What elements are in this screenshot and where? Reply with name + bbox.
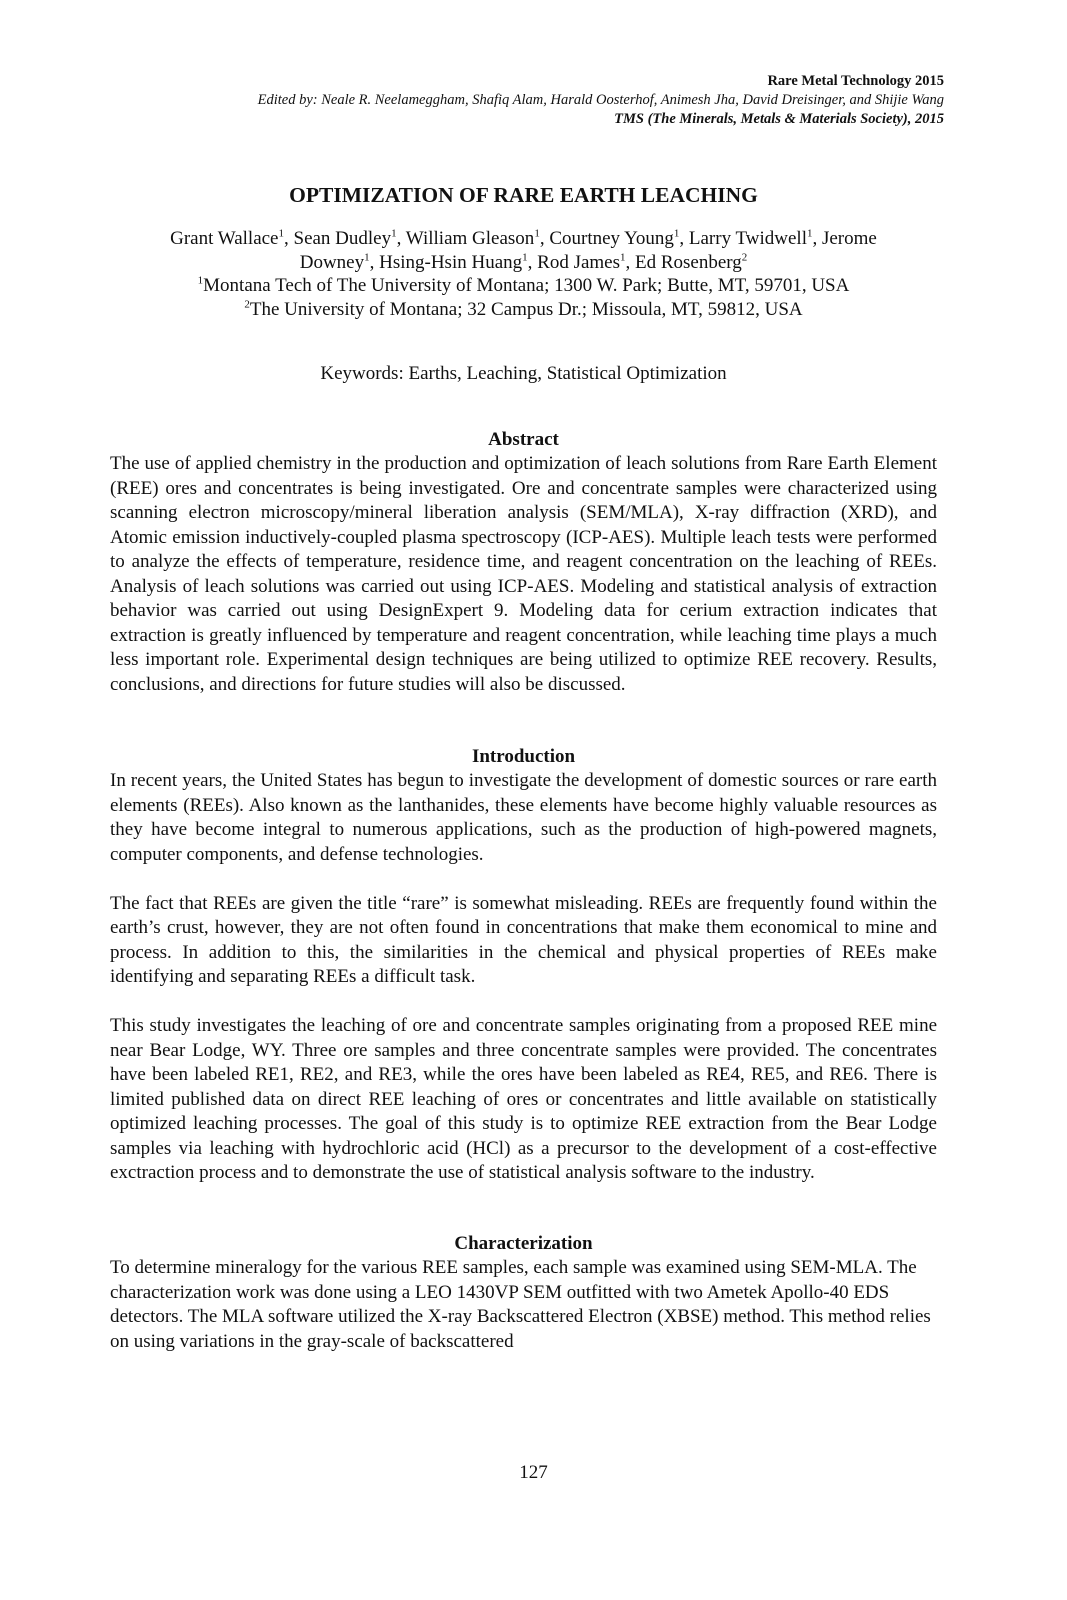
affiliation-line bbox=[110, 274, 937, 298]
author-name: William Gleason bbox=[405, 228, 535, 249]
paper-title: OPTIMIZATION OF RARE EARTH LEACHING bbox=[289, 183, 758, 207]
author-affiliation-mark: 2 bbox=[741, 251, 748, 264]
characterization-section bbox=[110, 1232, 937, 1354]
author-affiliation-mark: 1 bbox=[620, 251, 626, 264]
affiliation-text: The University of Montana; 32 Campus Dr.; Missoula, MT, 59812, USA bbox=[249, 298, 803, 320]
book-publisher: TMS (The Minerals, Metals & Materials Society), 2015 bbox=[614, 111, 944, 127]
abstract-section bbox=[110, 428, 937, 697]
author-affiliation-mark: 1 bbox=[522, 251, 528, 264]
author-name: Larry Twidwell bbox=[688, 228, 807, 249]
section-heading: Abstract bbox=[488, 429, 559, 450]
page-number: 127 bbox=[519, 1462, 548, 1483]
author-name: Jerome Downey bbox=[299, 228, 877, 273]
section-heading: Characterization bbox=[454, 1233, 593, 1254]
keywords: Keywords: Earths, Leaching, Statistical Optimization bbox=[320, 363, 727, 384]
abstract-text: The use of applied chemistry in the production and optimization of leach solutions from Rare Earth Element (REE) ores and concentrates is being investigated. Ore and concentrate samples were characterized using scanning electron microscopy/mineral liberation analysis (SEM/MLA), X-ray diffraction (XRD), and Atomic emission inductively-coupled plasma spectroscopy (ICP-AES). Multiple leach tests were performed to analyze the effects of temperature, residence time, and reagent concentration on the leaching of REEs. Analysis of leach solutions was carried out using ICP-AES. Modeling and statistical analysis of extraction behavior was carried out using DesignExpert 9. Modeling data for cerium extraction indicates that extraction is greatly influenced by temperature and reagent concentration, while leaching time plays a much less important role. Experimental design techniques are being utilized to optimize REE recovery. Results, conclusions, and directions for future studies will also be discussed. bbox=[110, 453, 937, 695]
author-name: Ed Rosenberg bbox=[635, 251, 742, 273]
book-editors: Edited by: Neale R. Neelameggham, Shafiq Alam, Harald Oosterhof, Animesh Jha, David Dreisinger, and Shijie Wang bbox=[257, 92, 944, 108]
author-name: Rod James bbox=[537, 251, 620, 273]
paragraph: In recent years, the United States has begun to investigate the development of domestic sources or rare earth elements (REEs). Also known as the lanthanides, these elements have become highly valuable resources as they have become integral to numerous applications, such as the production of high-powered magnets, computer components, and defense technologies. bbox=[110, 770, 937, 865]
introduction-section bbox=[110, 745, 937, 1186]
author-affiliation-mark: 1 bbox=[673, 227, 680, 240]
affiliation-number: 2 bbox=[244, 298, 250, 311]
author-name: Hsing-Hsin Huang bbox=[379, 251, 523, 273]
paragraph: This study investigates the leaching of ore and concentrate samples originating from a proposed REE mine near Bear Lodge, WY. Three ore samples and three concentrate samples were provided. The concentrates have been labeled RE1, RE2, and RE3, while the ores have been labeled as RE4, RE5, and RE6. There is limited published data on direct REE leaching of ores or concentrates and little available on statistically optimized leaching processes. The goal of this study is to optimize REE extraction from the Bear Lodge samples via leaching with hydrochloric acid (HCl) as a precursor to the development of a cost-effective exctraction process and to demonstrate the use of statistical analysis software to the industry. bbox=[110, 1015, 937, 1183]
section-heading: Introduction bbox=[471, 746, 576, 767]
author-line: Grant Wallace$^1$, Sean Dudley$^1$, William Gleason$^1$, Courtney Young$^1$, Larry Twidwell$^1$, Jerome Downey$^1$, Hsing-Hsin Huang$^1$, Rod James$^1$, Ed Rosenberg$^2$ bbox=[170, 227, 877, 273]
author-affiliation-mark: 1 bbox=[364, 251, 370, 264]
book-title: Rare Metal Technology 2015 bbox=[767, 73, 944, 89]
author-affiliation-mark: 1 bbox=[278, 227, 284, 240]
author-name: Grant Wallace bbox=[170, 228, 279, 249]
author-name: Sean Dudley bbox=[293, 228, 392, 249]
affiliation-text: Montana Tech of The University of Montana; 1300 W. Park; Butte, MT, 59701, USA bbox=[203, 275, 850, 296]
author-block bbox=[110, 227, 937, 321]
author-affiliation-mark: 1 bbox=[806, 227, 813, 240]
author-name: Courtney Young bbox=[549, 228, 674, 249]
affiliation-number: 1 bbox=[197, 274, 204, 287]
affiliation-line bbox=[110, 298, 937, 322]
author-affiliation-mark: 1 bbox=[534, 227, 540, 240]
paragraph: To determine mineralogy for the various REE samples, each sample was examined using SEM-MLA. The characterization work was done using a LEO 1430VP SEM outfitted with two Ametek Apollo-40 EDS detectors. The MLA software utilized the X-ray Backscattered Electron (XBSE) method. This method relies on using variations in the gray-scale of backscattered bbox=[110, 1257, 931, 1352]
author-affiliation-mark: 1 bbox=[391, 227, 397, 240]
paragraph: The fact that REEs are given the title “rare” is somewhat misleading. REEs are frequently found within the earth’s crust, however, they are not often found in concentrations that make them economical to mine and process. In addition to this, the similarities in the chemical and physical properties of REEs make identifying and separating REEs a difficult task. bbox=[110, 892, 937, 987]
